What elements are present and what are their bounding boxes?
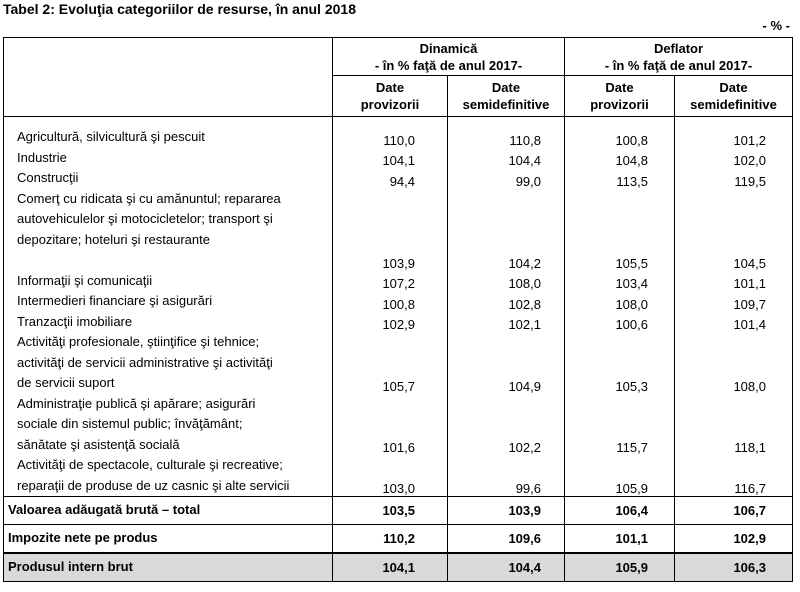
table-row <box>4 271 793 292</box>
column-header <box>675 76 793 117</box>
table-body <box>4 117 793 582</box>
table-cell: 116,7 <box>675 455 793 497</box>
resources-table <box>3 37 793 582</box>
table-cell: 104,2 <box>448 189 565 271</box>
header-group-deflator <box>565 38 793 76</box>
table-cell: 104,9 <box>448 332 565 394</box>
row-label <box>4 332 333 394</box>
column-header-line: semidefinitive <box>462 97 550 112</box>
row-label-line: Activităţi de spectacole, culturale şi recreative; <box>17 457 283 472</box>
row-label: Impozite nete pe produs <box>4 525 333 554</box>
table-cell: 105,7 <box>333 332 448 394</box>
table-cell: 119,5 <box>675 168 793 189</box>
row-label <box>4 394 333 456</box>
table-row <box>4 168 793 189</box>
table-cell: 103,0 <box>333 455 448 497</box>
row-label-line: sociale din sistemul public; învăţământ; <box>17 416 243 431</box>
unit-label: - % - <box>762 18 790 33</box>
column-header-line: provizorii <box>590 97 649 112</box>
table-cell: 109,6 <box>448 525 565 554</box>
table-cell: 105,3 <box>565 332 675 394</box>
table-cell: 101,2 <box>675 117 793 148</box>
table-cell: 102,9 <box>333 312 448 333</box>
table-row <box>4 332 793 394</box>
table-cell: 101,1 <box>675 271 793 292</box>
table-cell: 108,0 <box>448 271 565 292</box>
column-header-line: Date <box>719 80 748 95</box>
table-cell: 108,0 <box>565 291 675 312</box>
table-cell: 118,1 <box>675 394 793 456</box>
table-cell: 102,2 <box>448 394 565 456</box>
table-cell: 105,9 <box>565 455 675 497</box>
table-cell: 102,0 <box>675 148 793 169</box>
row-label-line: Intermedieri financiare şi asigurări <box>17 293 213 308</box>
table-cell: 100,6 <box>565 312 675 333</box>
table-cell: 103,5 <box>333 497 448 525</box>
table-cell: 109,7 <box>675 291 793 312</box>
table-cell: 101,1 <box>565 525 675 554</box>
table-row <box>4 189 793 271</box>
header-group-dinamica <box>333 38 565 76</box>
row-label <box>4 189 333 271</box>
table-cell: 101,4 <box>675 312 793 333</box>
row-label-line: depozitare; hoteluri şi restaurante <box>17 231 210 247</box>
table-title: Tabel 2: Evoluţia categoriilor de resurse, în anul 2018 <box>3 1 356 17</box>
table-cell: 104,8 <box>565 148 675 169</box>
row-label-line: Agricultură, silvicultură şi pescuit <box>17 129 205 144</box>
total-row <box>4 525 793 554</box>
row-label: Produsul intern brut <box>4 553 333 582</box>
table-cell: 94,4 <box>333 168 448 189</box>
column-header-line: Date <box>491 80 521 95</box>
table-cell: 104,4 <box>448 148 565 169</box>
row-label-line: sănătate şi asistenţă socială <box>17 436 180 452</box>
row-label <box>4 148 333 169</box>
row-label <box>4 312 333 333</box>
total-row <box>4 497 793 525</box>
column-header-line: semidefinitive <box>690 97 777 112</box>
table-cell: 106,3 <box>675 553 793 582</box>
table-row <box>4 394 793 456</box>
column-header <box>333 76 448 117</box>
table-row <box>4 291 793 312</box>
column-header-line: Date <box>375 80 405 95</box>
row-label-line: Tranzacţii imobiliare <box>17 313 133 329</box>
group-subtitle: - în % faţă de anul 2017- <box>604 57 753 73</box>
table-cell: 106,4 <box>565 497 675 525</box>
gdp-row <box>4 553 793 582</box>
table-cell: 100,8 <box>565 117 675 148</box>
table-row <box>4 148 793 169</box>
row-label-line <box>17 250 332 271</box>
table-cell: 113,5 <box>565 168 675 189</box>
row-label-line: Activităţi profesionale, ştiinţifice şi tehnice; <box>17 334 260 349</box>
table-cell: 101,6 <box>333 394 448 456</box>
table-cell: 102,9 <box>675 525 793 554</box>
row-label <box>4 271 333 292</box>
group-title: Deflator <box>653 40 704 56</box>
row-label: Valoarea adăugată brută – total <box>4 497 333 525</box>
table-cell: 103,9 <box>448 497 565 525</box>
table-cell: 115,7 <box>565 394 675 456</box>
table-cell: 104,1 <box>333 148 448 169</box>
column-header-line: Date <box>605 80 634 95</box>
table-cell: 103,4 <box>565 271 675 292</box>
row-label <box>4 117 333 148</box>
table-row <box>4 312 793 333</box>
row-label <box>4 291 333 312</box>
table-cell: 108,0 <box>675 332 793 394</box>
table-row <box>4 117 793 148</box>
table-cell: 102,8 <box>448 291 565 312</box>
table-row <box>4 455 793 497</box>
table-cell: 103,9 <box>333 189 448 271</box>
group-title: Dinamică <box>419 40 478 56</box>
table-cell: 104,1 <box>333 553 448 582</box>
table-cell: 106,7 <box>675 497 793 525</box>
row-label-line: Comerţ cu ridicata şi cu amănuntul; repararea <box>17 190 281 206</box>
table-cell: 110,8 <box>448 117 565 148</box>
row-label-line: Industrie <box>17 149 67 165</box>
table-cell: 104,5 <box>675 189 793 271</box>
row-label <box>4 455 333 497</box>
table-cell: 110,2 <box>333 525 448 554</box>
column-header <box>448 76 565 117</box>
row-label <box>4 168 333 189</box>
row-label-line: de servicii suport <box>17 375 115 390</box>
table-cell: 105,9 <box>565 553 675 582</box>
table-cell: 105,5 <box>565 189 675 271</box>
table-cell: 104,4 <box>448 553 565 582</box>
row-label-line: Construcţii <box>17 170 79 185</box>
row-label-line: reparaţii de produse de uz casnic şi alte servicii <box>17 477 290 493</box>
table-cell: 110,0 <box>333 117 448 148</box>
column-header-line: provizorii <box>360 97 420 112</box>
table-cell: 107,2 <box>333 271 448 292</box>
row-label-line: autovehiculelor şi motocicletelor; transport şi <box>17 211 273 226</box>
column-header <box>565 76 675 117</box>
header-blank-cell <box>4 38 333 117</box>
row-label-line: Administraţie publică şi apărare; asigurări <box>17 395 256 411</box>
group-subtitle: - în % faţă de anul 2017- <box>374 57 523 73</box>
table-cell: 99,0 <box>448 168 565 189</box>
table-cell: 102,1 <box>448 312 565 333</box>
row-label-line: Informaţii şi comunicaţii <box>17 272 153 288</box>
table-cell: 100,8 <box>333 291 448 312</box>
row-label-line: activităţi de servicii administrative şi activităţi <box>17 354 273 370</box>
table-cell: 99,6 <box>448 455 565 497</box>
